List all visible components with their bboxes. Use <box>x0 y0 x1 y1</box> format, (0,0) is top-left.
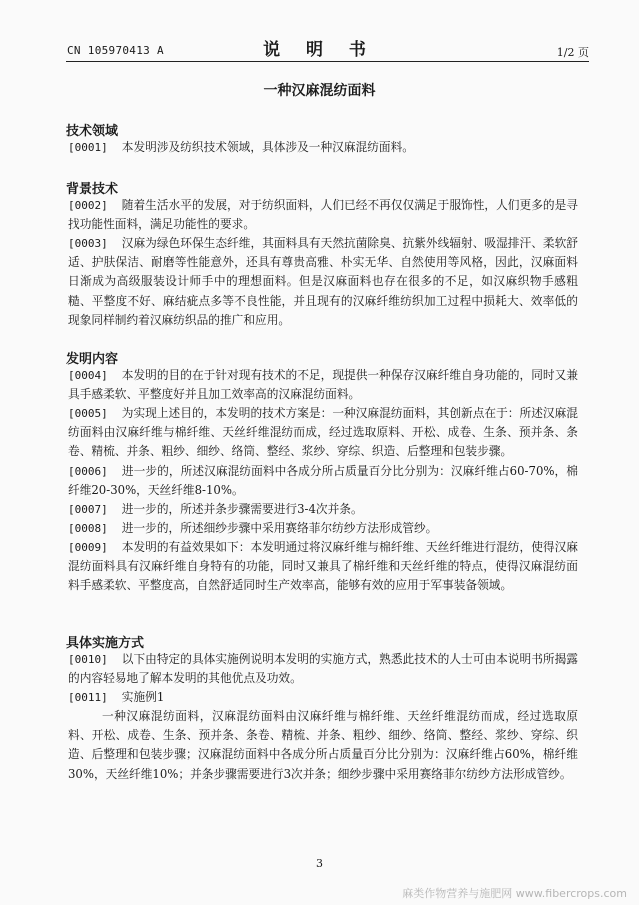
paragraph-text: 汉麻为绿色环保生态纤维，其面料具有天然抗菌除臭、抗紫外线辐射、吸湿排汗、柔软舒适、护肤保洁、耐磨等性能意外，还具有尊贵高雅、朴实无华、自然使用等风格，因此，汉麻面料日渐成为高级服装设计师手中的理想面料。但是汉麻面料也存在很多的不足，如汉麻织物手感粗糙、平整度不好、麻结疵点多等不良性能，并且现有的汉麻纤维纺织加工过程中损耗大、效率低的现象同样制约着汉麻纺织品的推广和应用。 <box>68 236 578 327</box>
paragraph-0011 <box>68 688 578 707</box>
paragraph-number: [0011] <box>68 691 108 704</box>
paragraph-number: [0003] <box>68 237 108 250</box>
paragraph-text: 本发明的目的在于针对现有技术的不足，现提供一种保存汉麻纤维自身功能的，同时又兼具手感柔软、平整度好并且加工效率高的汉麻混纺面料。 <box>68 368 578 402</box>
paragraph-number: [0007] <box>68 503 108 516</box>
paragraph-number: [0002] <box>68 199 108 212</box>
document-title: 一种汉麻混纺面料 <box>263 83 376 99</box>
paragraph-text: 本发明的有益效果如下：本发明通过将汉麻纤维与棉纤维、天丝纤维进行混纺，使得汉麻混纺面料具有汉麻纤维自身特有的功能，同时又兼具了棉纤维和天丝纤维的特点，使得汉麻混纺面料手感柔软、平整度高，自然舒适同时生产效率高，能够有效的应用于军事装备领域。 <box>68 540 578 593</box>
page-indicator: 1/2 页 <box>556 46 589 59</box>
paragraph-0006 <box>68 462 578 500</box>
section-heading-embodiment: 具体实施方式 <box>66 636 145 651</box>
paragraph-number: [0004] <box>68 369 108 382</box>
paragraph-text: 进一步的，所述细纱步骤中采用赛络菲尔纺纱方法形成管纱。 <box>121 521 438 535</box>
embodiment-body: 一种汉麻混纺面料，汉麻混纺面料由汉麻纤维与棉纤维、天丝纤维混纺而成，经过选取原料、开松、成卷、生条、预并条、条卷、精梳、并条、粗纱、细纱、络筒、整经、浆纱、穿综、织造、后整理和包装步骤；汉麻混纺面料中各成分所占质量百分比分别为：汉麻纤维占60%，棉纤维30%，天丝纤维10%；并条步骤需要进行3次并条；细纱步骤中采用赛络菲尔纺纱方法形成管纱。 <box>68 709 578 781</box>
paragraph-0008 <box>68 519 578 538</box>
paragraph-0002 <box>68 196 578 234</box>
paragraph-text: 进一步的，所述并条步骤需要进行3-4次并条。 <box>121 502 363 516</box>
doc-number: CN 105970413 A <box>67 44 164 57</box>
paragraph-number: [0009] <box>68 541 108 554</box>
paragraph-number: [0008] <box>68 522 108 535</box>
paragraph-0005 <box>68 404 578 462</box>
paragraph-number: [0010] <box>68 653 108 666</box>
header-divider <box>66 61 589 62</box>
paragraph-0001 <box>68 138 578 157</box>
section-heading-background: 背景技术 <box>66 182 119 197</box>
doc-type-heading: 说 明 书 <box>263 40 376 60</box>
paragraph-text: 本发明涉及纺织技术领域，具体涉及一种汉麻混纺面料。 <box>121 140 414 154</box>
page-number: 3 <box>316 857 323 870</box>
paragraph-0010 <box>68 650 578 688</box>
paragraph-0009 <box>68 538 578 596</box>
paragraph-text: 实施例1 <box>121 690 165 704</box>
paragraph-number: [0005] <box>68 407 108 420</box>
paragraph-0007 <box>68 500 578 519</box>
paragraph-text: 为实现上述目的，本发明的技术方案是：一种汉麻混纺面料，其创新点在于：所述汉麻混纺面料由汉麻纤维与棉纤维、天丝纤维混纺而成，经过选取原料、开松、成卷、生条、预并条、条卷、精梳、并条、粗纱、细纱、络筒、整经、浆纱、穿综、织造、后整理和包装步骤。 <box>68 406 578 459</box>
paragraph-number: [0001] <box>68 141 108 154</box>
paragraph-number: [0006] <box>68 465 108 478</box>
site-watermark: 麻类作物营养与施肥网 www.fibercrops.com <box>402 887 627 900</box>
paragraph-text: 随着生活水平的发展，对于纺织面料，人们已经不再仅仅满足于服饰性，人们更多的是寻找功能性面料，满足功能性的要求。 <box>68 198 578 232</box>
section-heading-tech-field: 技术领域 <box>66 124 119 139</box>
paragraph-text: 以下由特定的具体实施例说明本发明的实施方式，熟悉此技术的人士可由本说明书所揭露的内容轻易地了解本发明的其他优点及功效。 <box>68 652 578 686</box>
section-heading-summary: 发明内容 <box>66 352 119 367</box>
paragraph-0004 <box>68 366 578 404</box>
paragraph-0003 <box>68 234 578 330</box>
paragraph-text: 进一步的，所述汉麻混纺面料中各成分所占质量百分比分别为：汉麻纤维占60-70%，棉纤维20-30%，天丝纤维8-10%。 <box>68 464 578 498</box>
